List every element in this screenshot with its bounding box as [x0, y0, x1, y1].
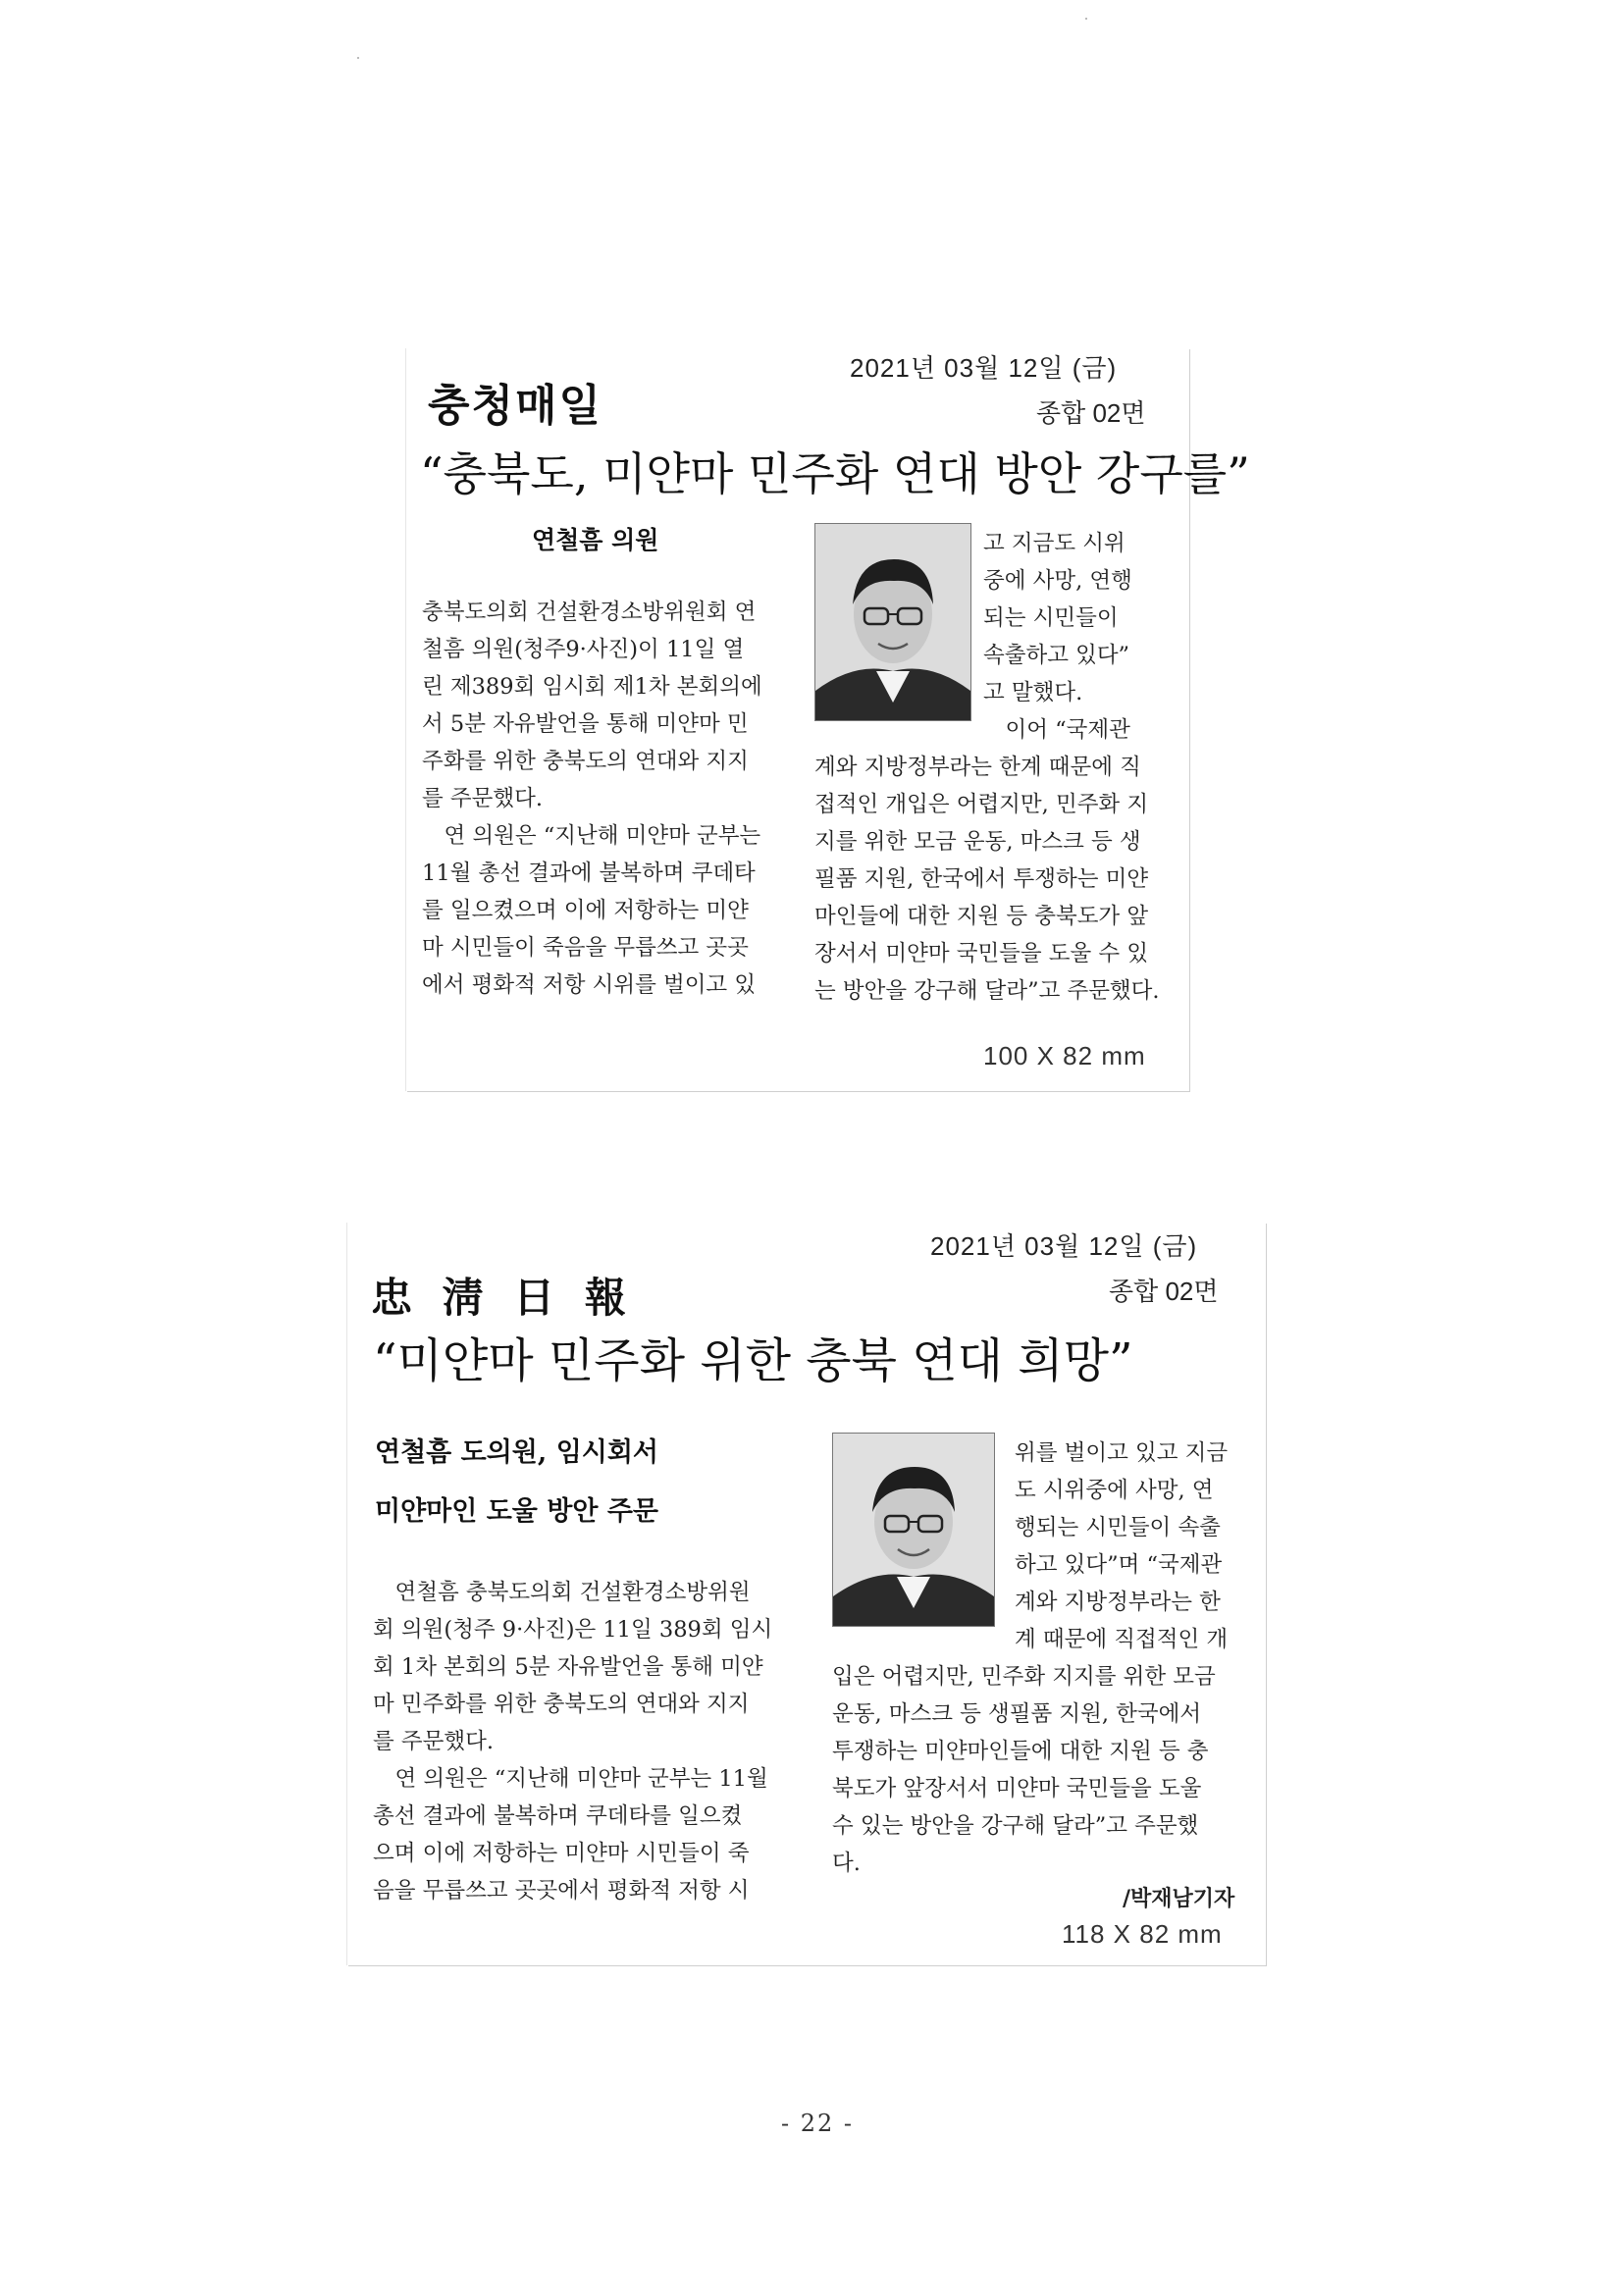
text-line: 를 주문했다. [373, 1729, 494, 1754]
subhead-line-2: 미얀마인 도울 방안 주문 [375, 1496, 659, 1527]
portrait-illustration [815, 524, 970, 720]
text-line: 를 일으켰으며 이에 저항하는 미얀 [422, 898, 749, 923]
text-line: 린 제389회 임시회 제1차 본회의에 [422, 674, 762, 700]
text-line: 총선 결과에 불복하며 쿠데타를 일으켰 [373, 1803, 743, 1829]
text-line: 연 의원은 “지난해 미얀마 군부는 11월 [373, 1766, 768, 1792]
subhead-line-1: 연철흠 도의원, 임시회서 [375, 1437, 659, 1468]
text-line: 계와 지방정부라는 한계 때문에 직 [814, 755, 1141, 780]
news-clipping-chungcheong-maeil [406, 348, 1250, 1091]
text-line: 회 의원(청주 9·사진)은 11일 389회 임시 [373, 1617, 773, 1643]
text-line: 음을 무릅쓰고 곳곳에서 평화적 저항 시 [373, 1878, 750, 1904]
text-line: 접적인 개입은 어렵지만, 민주화 지 [814, 792, 1149, 817]
clipping-date: 2021년 03월 12일 (금) [930, 1231, 1198, 1261]
page-number: - 22 - [781, 2110, 855, 2137]
text-line: 11월 총선 결과에 불복하며 쿠데타 [422, 861, 756, 886]
text-line: 입은 어렵지만, 민주화 지지를 위한 모금 [832, 1664, 1216, 1690]
text-line: 에서 평화적 저항 시위를 벌이고 있 [422, 972, 757, 998]
text-line: 중에 사망, 연행 [983, 568, 1132, 594]
text-line: 마 시민들이 죽음을 무릅쓰고 곳곳 [422, 935, 749, 961]
text-line: 연철흠 충북도의회 건설환경소방위원 [373, 1580, 751, 1605]
text-line: 는 방안을 강구해 달라”고 주문했다. [814, 978, 1160, 1004]
article-column-1 [422, 594, 797, 1004]
text-line: 위를 벌이고 있고 지금 [1015, 1440, 1229, 1466]
text-line: 계와 지방정부라는 한 [1015, 1590, 1221, 1615]
newspaper-masthead: 충청매일 [428, 381, 603, 431]
portrait-photo [814, 523, 971, 721]
text-line: 를 주문했다. [422, 786, 543, 811]
news-clipping-chungcheong-ilbo [347, 1223, 1266, 1965]
text-line: 고 지금도 시위 [983, 531, 1126, 556]
text-line: 고 말했다. [983, 680, 1083, 705]
subhead: 연철흠 의원 [532, 526, 659, 554]
article-column-2-bottom [814, 749, 1187, 1010]
text-line: 하고 있다”며 “국제관 [1015, 1552, 1223, 1578]
text-line: 도 시위중에 사망, 연 [1015, 1478, 1214, 1503]
reporter-byline: /박재남기자 [1123, 1886, 1235, 1911]
text-line: 서 5분 자유발언을 통해 미얀마 민 [422, 711, 749, 737]
article-column-2-top [1015, 1435, 1250, 1658]
text-line: 철흠 의원(청주9·사진)이 11일 열 [422, 637, 745, 662]
text-line: 계 때문에 직접적인 개 [1015, 1627, 1229, 1652]
text-line: 행되는 시민들이 속출 [1015, 1515, 1221, 1540]
scan-speck [1085, 18, 1087, 20]
text-line: 장서서 미얀마 국민들을 도울 수 있 [814, 941, 1149, 966]
headline: “미얀마 민주화 위한 충북 연대 희망” [373, 1333, 1133, 1388]
text-line: 주화를 위한 충북도의 연대와 지지 [422, 749, 749, 774]
text-line: 필품 지원, 한국에서 투쟁하는 미얀 [814, 866, 1149, 892]
clipping-date: 2021년 03월 12일 (금) [850, 353, 1118, 383]
portrait-photo [832, 1433, 995, 1627]
text-line: 속출하고 있다” [983, 643, 1130, 668]
section-page: 종합 02면 [1036, 398, 1146, 428]
text-line: 충북도의회 건설환경소방위원회 연 [422, 600, 757, 625]
text-line: 마 민주화를 위한 충북도의 연대와 지지 [373, 1692, 750, 1717]
article-column-2-bottom [832, 1658, 1254, 1882]
text-line: 운동, 마스크 등 생필품 지원, 한국에서 [832, 1701, 1202, 1727]
headline: “충북도, 미얀마 민주화 연대 방안 강구를” [420, 447, 1250, 500]
clipping-size: 100 X 82 mm [983, 1041, 1146, 1070]
scan-speck [357, 57, 359, 59]
text-line: 연 의원은 “지난해 미얀마 군부는 [422, 823, 761, 849]
text-line: 투쟁하는 미얀마인들에 대한 지원 등 충 [832, 1739, 1209, 1764]
section-page: 종합 02면 [1109, 1277, 1219, 1306]
portrait-illustration [833, 1434, 994, 1626]
text-line: 수 있는 방안을 강구해 달라”고 주문했 [832, 1813, 1199, 1839]
text-line: 으며 이에 저항하는 미얀마 시민들이 죽 [373, 1841, 750, 1866]
text-line: 이어 “국제관 [983, 717, 1130, 743]
article-column-2-top [983, 525, 1179, 749]
text-line: 되는 시민들이 [983, 605, 1119, 631]
text-line: 다. [832, 1851, 861, 1876]
text-line: 지를 위한 모금 운동, 마스크 등 생 [814, 829, 1141, 855]
text-line: 회 1차 본회의 5분 자유발언을 통해 미얀 [373, 1654, 763, 1680]
text-line: 마인들에 대한 지원 등 충북도가 앞 [814, 904, 1149, 929]
text-line: 북도가 앞장서서 미얀마 국민들을 도울 [832, 1776, 1202, 1801]
newspaper-masthead: 忠 淸 日 報 [371, 1274, 634, 1322]
clipping-size: 118 X 82 mm [1062, 1919, 1223, 1949]
article-column-1 [373, 1574, 805, 1909]
